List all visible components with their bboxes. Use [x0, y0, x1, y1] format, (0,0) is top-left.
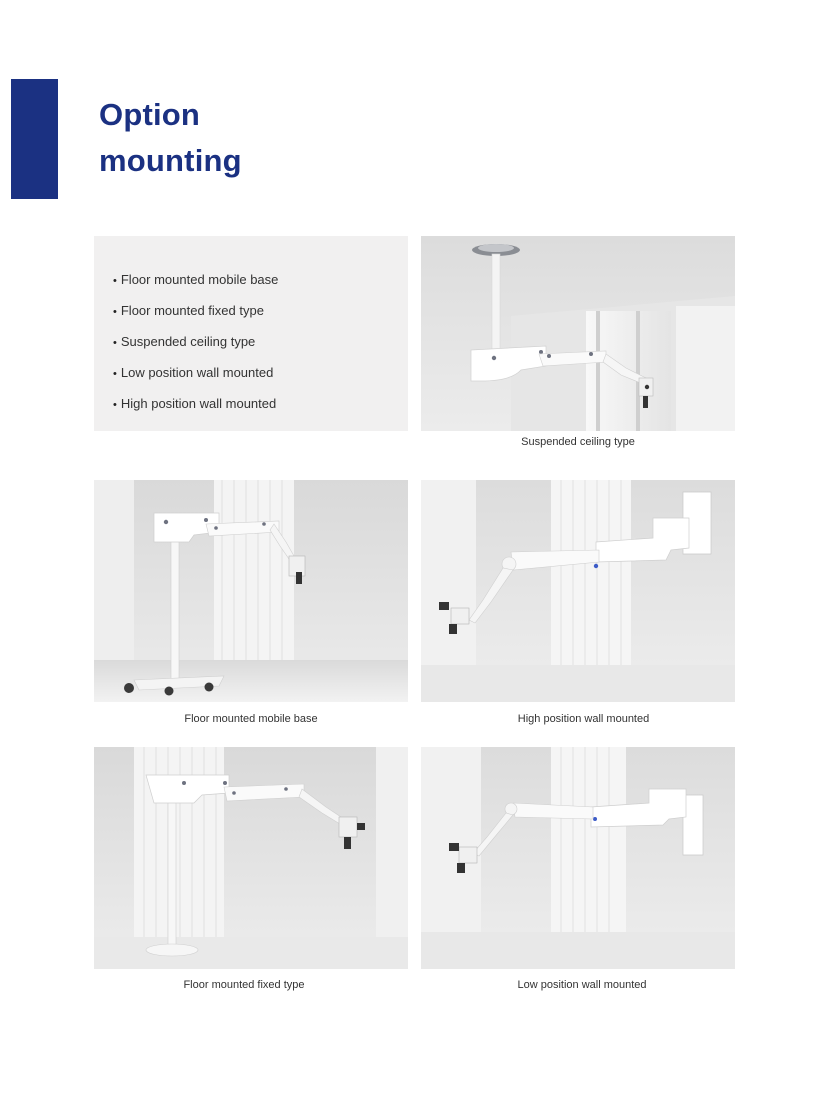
list-item: • Low position wall mounted [113, 358, 278, 389]
list-item: • Floor mounted fixed type [113, 296, 278, 327]
caption-low-wall-mounted: Low position wall mounted [517, 979, 647, 991]
caption-high-wall-mounted: High position wall mounted [517, 713, 650, 725]
list-item: • Floor mounted mobile base [113, 265, 278, 296]
page-title [99, 92, 242, 184]
caption-floor-mobile-base: Floor mounted mobile base [184, 713, 318, 725]
list-item: • Suspended ceiling type [113, 327, 278, 358]
page-title-line-2: mounting [99, 143, 242, 178]
mounting-options-panel [94, 236, 408, 431]
mounting-options-list [113, 265, 278, 420]
caption-suspended-ceiling: Suspended ceiling type [521, 436, 635, 448]
page-title-line-1: Option [99, 97, 201, 132]
list-item: • High position wall mounted [113, 389, 278, 420]
photo-floor-mobile-base [94, 480, 408, 702]
photo-floor-fixed-type [94, 747, 408, 969]
section-accent-bar [11, 79, 58, 199]
photo-suspended-ceiling [421, 236, 735, 431]
caption-floor-fixed-type: Floor mounted fixed type [183, 979, 305, 991]
photo-high-wall-mounted [421, 480, 735, 702]
photo-low-wall-mounted [421, 747, 735, 969]
